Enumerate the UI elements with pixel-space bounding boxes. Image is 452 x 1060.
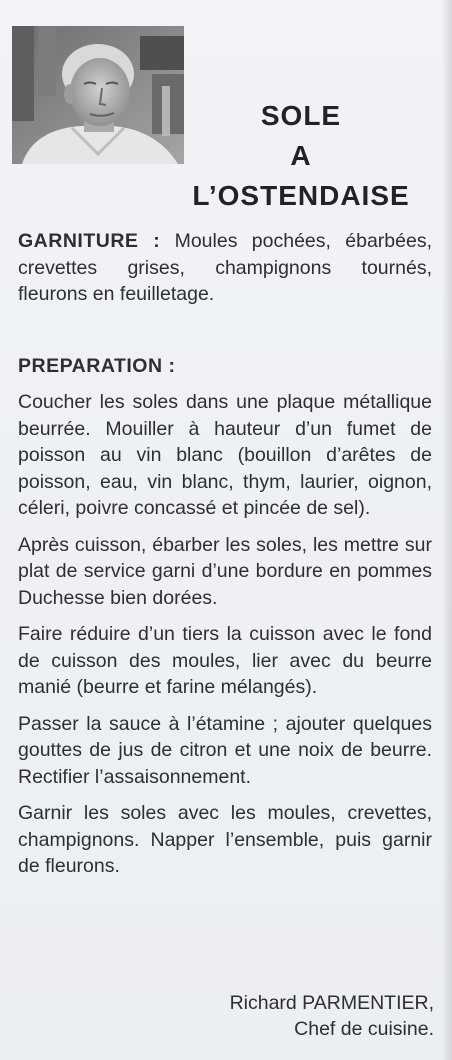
preparation-heading: PREPARATION : xyxy=(18,355,176,377)
signature xyxy=(230,990,434,1042)
title-line-3: L’OSTENDAISE xyxy=(192,180,410,211)
title-line-1: SOLE xyxy=(260,100,342,131)
preparation-step: Garnir les soles avec les moules, crevettes, champignons. Napper l’ensemble, puis garnir de fleurons. xyxy=(18,802,432,877)
preparation-step: Faire réduire d’un tiers la cuisson avec le fond de cuisson des moules, lier avec du beurre manié (beurre et farine mélangés). xyxy=(18,623,432,698)
card-edge-shadow xyxy=(442,0,452,1060)
signature-name: Richard PARMENTIER, xyxy=(229,992,434,1014)
preparation-step: Après cuisson, ébarber les soles, les mettre sur plat de service garni d’une bordure en pommes Duchesse bien dorées. xyxy=(18,533,432,609)
preparation-steps xyxy=(18,389,432,890)
signature-role: Chef de cuisine. xyxy=(294,1018,434,1040)
recipe-title xyxy=(170,96,432,216)
garniture-paragraph xyxy=(18,228,432,308)
preparation-step: Coucher les soles dans une plaque métallique beurrée. Mouiller à hauteur d’un fumet de poisson au vin blanc (bouillon d’arêtes de poisson, eau, vin blanc, thym, laurier, oignon, céleri, poivre concassé et pincée de sel). xyxy=(18,391,432,519)
garniture-section xyxy=(18,228,432,308)
garniture-label: GARNITURE : xyxy=(18,230,161,252)
preparation-step: Passer la sauce à l’étamine ; ajouter quelques gouttes de jus de citron et une noix de beurre. Rectifier l’assaisonnement. xyxy=(18,712,432,788)
chef-portrait-photo xyxy=(12,26,184,164)
title-line-2: A xyxy=(290,140,312,171)
garniture-text: Moules pochées, ébarbées, crevettes grises, champignons tournés, fleurons en feuilletage. xyxy=(18,230,432,305)
